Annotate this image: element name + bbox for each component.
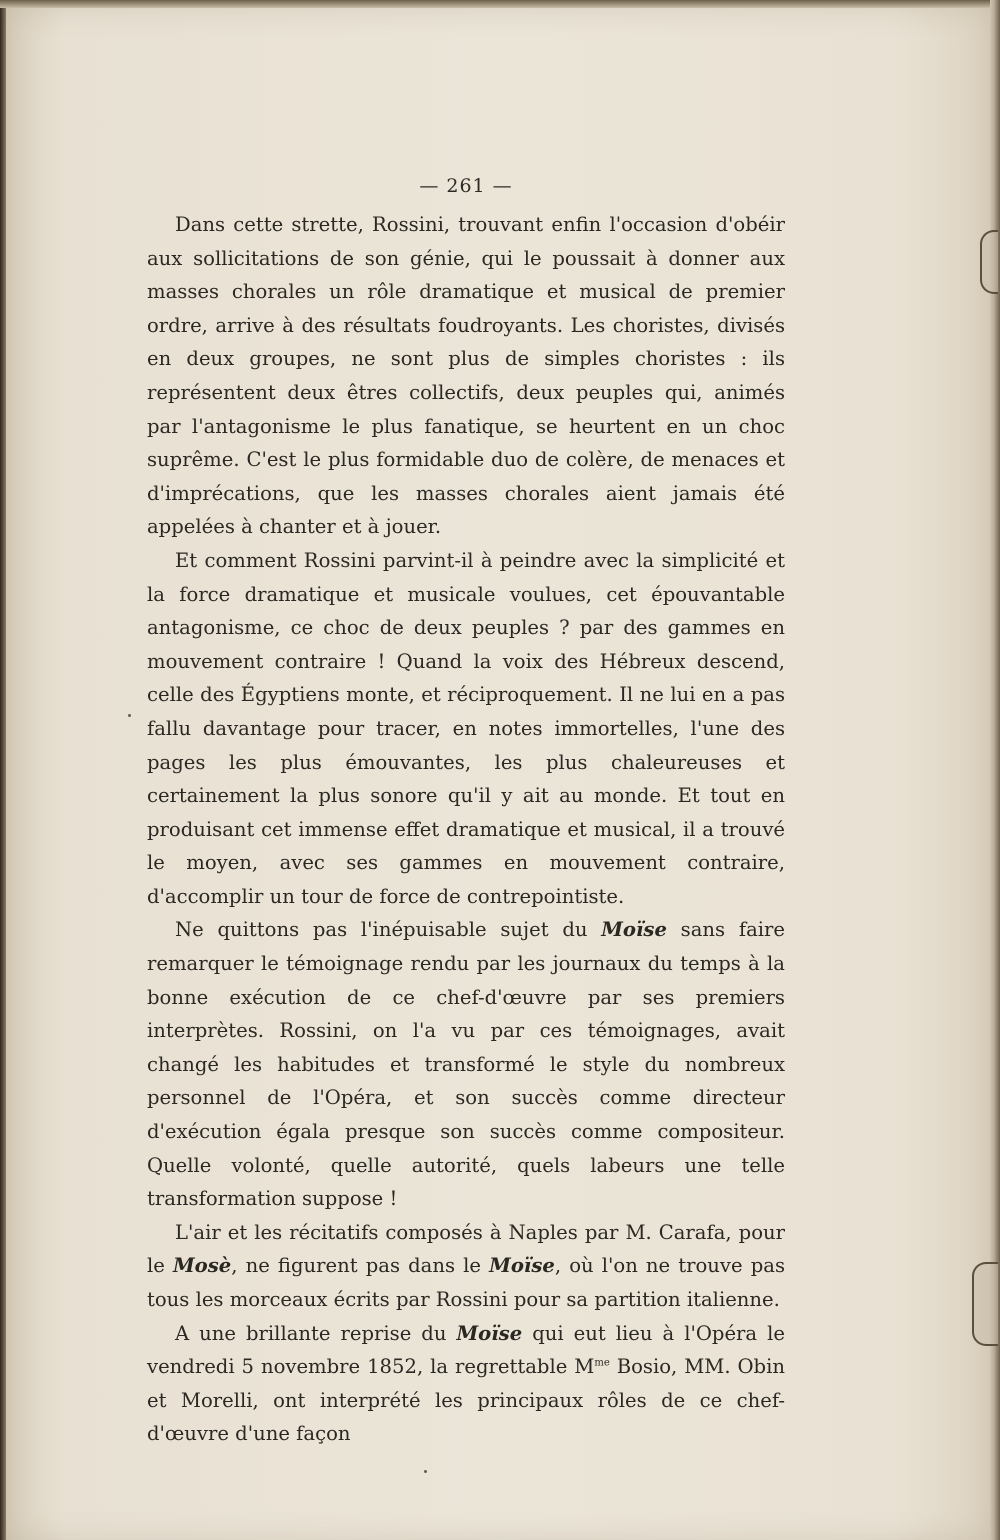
paper-speck: [424, 1470, 427, 1473]
page-number: — 261 —: [419, 175, 513, 197]
text-run: Ne quittons pas l'inépuisable sujet du: [175, 918, 602, 942]
italic-title: Moïse: [489, 1254, 555, 1278]
paragraph: [147, 913, 785, 1215]
text-run: qui eut lieu à l'Opéra le vendredi 5 novembre 1852, la regrettable M: [147, 1321, 785, 1379]
binding-clip-bottom: [972, 1262, 998, 1346]
paragraph: [147, 208, 785, 544]
text-run: L'air et les récitatifs composés à Naples par M. Carafa, pour le: [147, 1220, 785, 1278]
text-run: Dans cette strette, Rossini, trouvant enfin l'occasion d'obéir aux sollicitations de son génie, qui le poussait à donner aux masses chorales un rôle dramatique et musical de premier ordre, arrive à des résultats foudroyants. Les choristes, divisés en deux groupes, ne sont plus de simples choristes : ils représentent deux êtres collectifs, deux peuples qui, animés par l'antagonisme le plus fanatique, se heurtent en un choc suprême. C'est le plus formidable duo de colère, de menaces et d'imprécations, que les masses chorales aient jamais été appelées à chanter et à jouer.: [147, 213, 785, 539]
text-run: Et comment Rossini parvint-il à peindre avec la simplicité et la force dramatique et musicale voulues, cet épouvantable antagonisme, ce choc de deux peuples ? par des gammes en mouvement contraire ! Quand la voix des Hébreux descend, celle des Égyptiens monte, et réciproquement. Il ne lui en a pas fallu davantage pour tracer, en notes immortelles, l'une des pages les plus émouvantes, les plus chaleureuses et certainement la plus sonore qu'il y ait au monde. Et tout en produisant cet immense effet dramatique et musical, il a trouvé le moyen, avec ses gammes en mouvement contraire, d'accomplir un tour de force de contrepointiste.: [147, 548, 785, 908]
italic-title: Moïse: [601, 918, 667, 942]
paragraph: [147, 544, 785, 914]
body-text: [147, 208, 785, 1451]
paragraph: [147, 1317, 785, 1451]
paragraph: [147, 1216, 785, 1317]
binding-clip-top: [980, 230, 998, 294]
page-top-edge: [0, 0, 1000, 8]
italic-title: Mosè: [172, 1254, 232, 1278]
italic-title: Moïse: [456, 1321, 523, 1345]
text-run: A une brillante reprise du: [175, 1321, 457, 1345]
text-run: , où l'on ne trouve pas tous les morceaux écrits par Rossini pour sa partition italienne.: [147, 1254, 785, 1311]
book-page: [6, 8, 990, 1540]
superscript: me: [594, 1357, 610, 1369]
text-run: sans faire remarquer le témoignage rendu par les journaux du temps à la bonne exécution de ce chef-d'œuvre par ses premiers interprètes. Rossini, on l'a vu par ces témoignages, avait changé les habitudes et transformé le style du nombreux personnel de l'Opéra, et son succès comme directeur d'exécution égala presque son succès comme compositeur. Quelle volonté, quelle autorité, quels labeurs une telle transformation suppose !: [147, 918, 786, 1211]
paper-speck: [128, 714, 131, 717]
text-run: , ne figurent pas dans le: [231, 1254, 490, 1278]
text-run: Bosio, MM. Obin et Morelli, ont interprété les principaux rôles de ce chef-d'œuvre d'une façon: [147, 1355, 785, 1446]
